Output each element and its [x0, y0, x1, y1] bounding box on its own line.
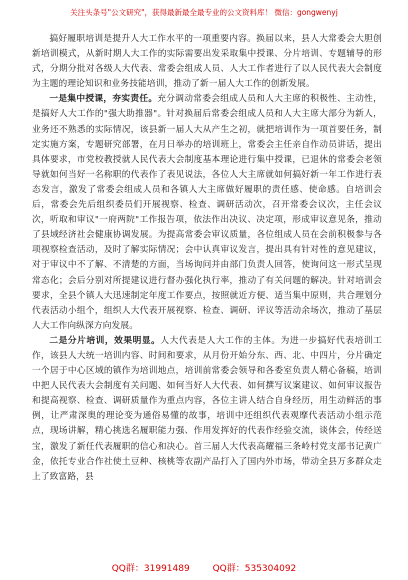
promo-header: 关注头条号"公文研究"，获得最新最全最专业的公文资料库！ 微信：gongwenyj	[70, 8, 338, 17]
paragraph-section-two	[32, 334, 382, 485]
paragraph-text: 充分调动常委会组成人员和人大主席的积极性、主动性，是搞好人大工作的"强大助推器"。针对换届后常委会组成人员和人大主席大部分为新人，业务还不熟悉的实际情况，该县新一届人大从产生之初，就把培训作为一项首要任务，制定实施方案，专题研究部署，在月日举办的培训班上，常委会主任亲自作动员讲话，提出具体要求，市党校教授就人民代表大会制度基本理论进行集中授课，已退休的常委会老领导就如何当好一名称职的代表作了表见说法，各位人大主席就如何搞好新一年工作进行表态发言，激发了常委会组成人员和各镇人大主席做好履职的责任感、使命感。自培训会后，常委会先后组织委员们开展视察、检查、调研活动次，召开常委会议次，主任会议次，听取和审议"一府两院"工作报告项，依法作出决议、决定项，形成审议意见条，推动了县域经济社会健康协调发展。为提高常委会审议质量，各位组成人员在会前积极参与各项视察检查活动，及时了解实际情况；会中认真审议发言，提出具有针对性的意见建议，对于审议中不了解、不清楚的方面，当场询问并由部门负责人回答，使询问这一形式呈现常态化；会后分别对所提建议进行督办强化执行率，推动了有关问题的解决。针对培训会要求，全县个镇人大迅速制定年度工作要点，按照就近方便、适当集中原则，共合理划分代表活动小组个，组织人大代表开展视察、检查、调研、评议等活动余场次，推动了基层人大工作向纵深方向发展。	[32, 94, 382, 331]
qq-group-2: QQ群：535304092	[212, 564, 297, 574]
paragraph-heading: 一是集中授课，夯实责任。	[49, 94, 158, 105]
document-body	[32, 32, 382, 485]
paragraph-text: 人大代表是人大工作的主体。为进一步搞好代表培训工作，该县人大统一培训内容、时间和要求，从月份开始分东、西、北、中四片，分片确定一个居于中心区域的镇作为培训地点，培训前常委会领导和各委室负责人精心备稿，培训中把人民代表大会制度有关问题、如何当好人大代表、如何撰写议案建议、如何审议报告和提高视察、检查、调研质量作为重点内容，各位主讲人结合自身经历，用生动鲜活的事例，让严肃深奥的理论变为通俗易懂的故事，培训中还组织代表观摩代表活动小组示范点，现场讲解，精心挑选名履职能力强、作用发挥好的代表作经验交流，谈体会，传经送宝，激发了新任代表履职的信心和决心。首三届人大代表高耀福三条岭村党支部书记黄广金，依托专业合作社使土豆种、核桃等农副产品打入了国内外市场，带动全县万多群众走上了致富路，县	[32, 335, 382, 482]
qq-group-1: QQ群：31991489	[111, 564, 190, 574]
paragraph-section-one	[32, 92, 382, 334]
contact-footer	[0, 561, 408, 574]
paragraph-heading: 二是分片培训，效果明显。	[49, 335, 161, 346]
paragraph-text: 搞好履职培训是提升人大工作水平的一项重要内容。换届以来，县人大常委会大胆创新培训模式，从新时期人大工作的实际需要出发采取集中授课、分片培训、专题辅导的形式，分期分批对各级人大代表、常委会组成人员、人大工作者进行了以人民代表大会制度为主题的理论知识和业务技能培训，推动了新一届人大工作的创新发展。	[32, 34, 382, 90]
paragraph-intro	[32, 32, 382, 92]
